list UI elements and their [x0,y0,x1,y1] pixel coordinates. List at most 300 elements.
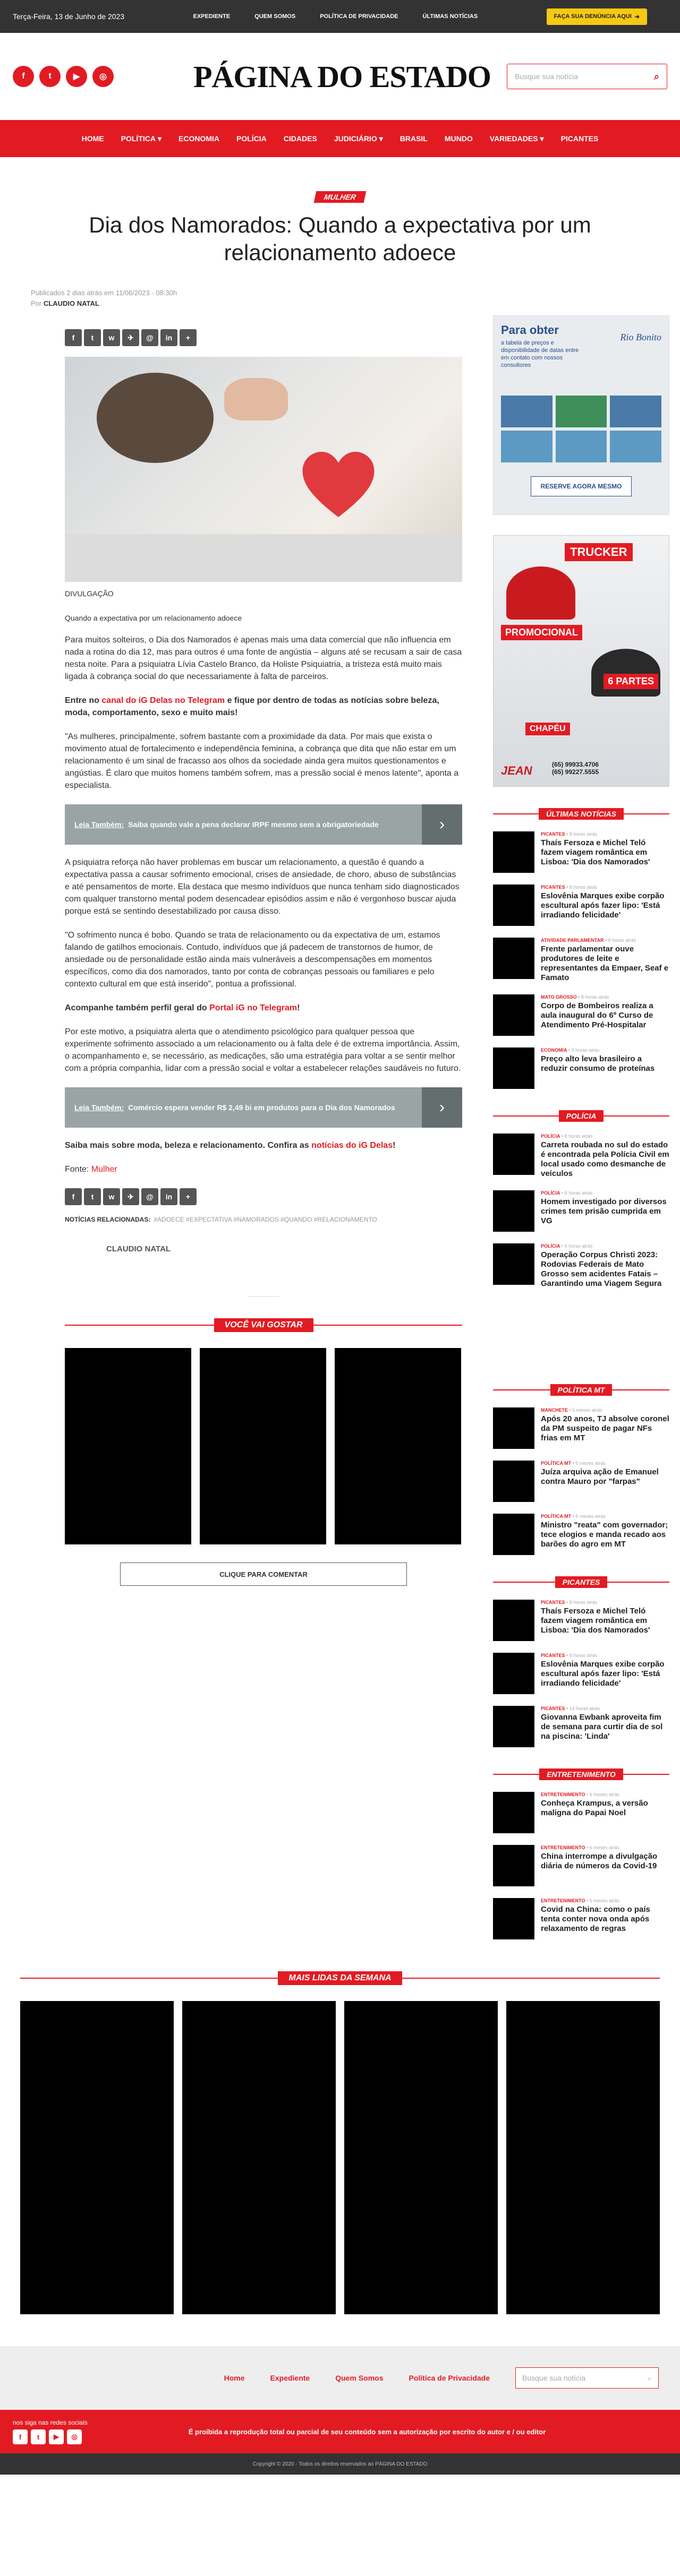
sidebar-news-item[interactable] [493,831,669,873]
sidebar-news-item[interactable] [493,1461,669,1502]
ad1-brand: Rio Bonito [620,332,661,342]
nav-picantes[interactable] [561,134,599,143]
news-category-label: PICANTES [541,885,565,890]
news-category-label: PICANTES [541,1706,565,1711]
news-thumbnail [493,1461,534,1502]
read-also-title: Comércio espera vender R$ 2,49 bi em produtos para o Dia dos Namorados [128,1103,395,1112]
paragraph-1: Para muitos solteiros, o Dia dos Namorados é apenas mais uma data comercial que não influencia em nada a rotina do dia 12, mas para outros é uma fonte de angústia – alguns até se recusam a sair de casa nesta noite. Para a psiquiatra Lívia Castelo Branco, da Holiste Psiquiatria, a tristeza está muito mais ligada à cobrança social do que necessariamente à falta de parceiros. [65,636,462,681]
paragraph-3: A psiquiatra reforça não haver problemas em buscar um relacionamento, a questão é quando a expectativa passa a causar sofrimento emocional, crises de ansiedade, de choro, abuso de substâncias e até pensamentos de morte. Ela destaca que mesmo indivíduos que nunca tenham sido diagnosticados com qualquer transtorno mental podem desencadear episódios assim e não é vergonhoso buscar ajuda porque está se sentindo desestabilizado por causa disso. [65,858,460,916]
related-card[interactable] [200,1348,326,1544]
share-whatsapp-icon[interactable]: w [103,329,120,346]
news-info [541,1243,669,1289]
news-thumbnail [493,1653,534,1694]
related-header [65,1318,462,1332]
top-link-privacidade[interactable]: POLÍTICA DE PRIVACIDADE [320,13,398,20]
by-label: Por [31,299,42,307]
news-category [541,1134,669,1139]
more-link[interactable]: notícias do iG Delas [311,1141,393,1150]
news-category [541,1514,669,1519]
read-also-text [65,1102,405,1113]
source-label: Fonte: [65,1165,89,1174]
news-headline: Operação Corpus Christi 2023: Rodovias Federais de Mato Grosso sem acidentes Fatais – Garantindo uma Viagem Segura [541,1250,662,1288]
sidebar-news-item[interactable] [493,1514,669,1555]
more-post: ! [393,1141,396,1150]
byline [31,298,680,309]
cap-black-shape [591,649,660,697]
divider [402,1978,660,1979]
news-category [541,1706,669,1711]
photo-caption: Quando a expectativa por um relacionamento adoece [65,614,242,622]
site-logo[interactable]: PÁGINA DO ESTADO [193,59,491,94]
sidebar-section-label: PICANTES [555,1576,608,1588]
share-telegram-icon[interactable]: ✈ [122,1188,139,1205]
news-category [541,831,669,837]
most-read-card[interactable] [182,2001,336,2314]
youtube-icon[interactable]: ▶ [66,66,87,87]
news-category-label: ATIVIDADE PARLAMENTAR [541,938,604,943]
divider [65,1325,214,1326]
sidebar-section-label: ENTRETENIMENTO [539,1768,623,1780]
nav-label: CIDADES [283,134,317,143]
footer-notice: É proibida a reprodução total ou parcial de seu conteúdo sem a autorização por escrito do autor e / ou editor [188,2427,546,2436]
paragraph-4: "O sofrimento nunca é bobo. Quando se trata de relacionamento ou da expectativa de um, estamos falando de gatilhos emocionais. Contudo, indivíduos que já padecem de transtornos de humor, de ansiedade ou de personalidade estão ainda mais vulneráveis a descompensações em momentos específicos, como dia dos namorados, tanto por conta de cobranças pessoais ou familiares e pelo contexto cultural em que está inserido", pontua a profissional. [65,931,440,989]
share-whatsapp-icon[interactable]: w [103,1188,120,1205]
news-headline: Preço alto leva brasileiro a reduzir consumo de proteínas [541,1054,655,1073]
footer-search-input[interactable]: Busque sua notícia [522,2374,586,2382]
most-read-grid [20,2001,660,2314]
arrow-circle-icon: ➜ [634,13,640,20]
news-time: • 6 meses atrás [586,1792,620,1797]
ad1-photos [501,396,661,427]
divider [493,813,539,814]
top-link-ultimas[interactable]: ÚLTIMAS NOTÍCIAS [422,13,478,20]
sidebar-news-item[interactable] [493,885,669,926]
news-time: • 8 horas atrás [566,1600,598,1605]
share-twitter-icon[interactable]: t [84,329,101,346]
most-read-section [20,1971,660,2314]
youtube-icon[interactable]: ▶ [49,2429,64,2444]
read-also-box-2[interactable] [65,1087,462,1128]
top-link-expediente[interactable]: EXPEDIENTE [193,13,231,20]
news-headline: Carreta roubada no sul do estado é encontrada pela Polícia Civil em local usado como desmanche de veículos [541,1140,669,1178]
sidebar-news-item[interactable] [493,1706,669,1747]
news-info [541,1600,669,1641]
nav-label: JUDICIÁRIO [334,134,377,143]
facebook-icon[interactable]: f [13,2429,28,2444]
article-wrapper [0,157,680,1939]
nav-label: HOME [81,134,104,143]
share-linkedin-icon[interactable]: in [160,329,177,346]
search-icon[interactable]: ⌕ [648,2373,652,2382]
news-time: • 6 meses atrás [586,1898,620,1903]
news-category [541,938,669,943]
share-messenger-icon[interactable]: @ [141,1188,158,1205]
ad2-phone-1: (65) 99933.4706 [552,761,599,768]
news-time: • 6 meses atrás [586,1845,620,1850]
news-info [541,1653,669,1694]
news-headline: Thaís Fersoza e Michel Teló fazem viagem romântica em Lisboa: 'Dia dos Namorados' [541,838,650,866]
news-info [541,938,669,983]
related-tags [65,1216,462,1223]
ad1-subtitle: a tabela de preços e disponibilidade de datas entre em contato com nossos consultores [501,340,579,368]
read-also-text [65,819,388,830]
caret-down-icon: ▾ [540,134,544,143]
sidebar-section-header [493,1110,669,1122]
sidebar-news-item[interactable] [493,1653,669,1694]
news-category-label: PICANTES [541,831,565,837]
news-info [541,1190,669,1232]
sidebar-section-label: POLÍCIA [559,1110,604,1122]
table-shape [65,534,462,582]
main-nav [0,120,680,157]
divider [612,1389,669,1390]
ad2-trucker: TRUCKER [565,543,633,561]
read-also-label: Leia Também: [74,820,124,829]
divider [493,1774,539,1775]
nav-label: MUNDO [444,134,473,143]
hero-image [65,357,462,582]
most-read-card[interactable] [506,2001,660,2314]
news-category [541,1898,669,1903]
news-category-label: ENTRETENIMENTO [541,1898,585,1903]
person-head-shape [97,373,214,463]
hand-shape [224,378,288,420]
ad-placeholder [248,1296,279,1297]
ad1-title: Para obter [501,323,559,337]
news-time: • 8 horas atrás [578,994,609,1000]
news-category [541,1407,669,1413]
ad-banner-resort[interactable] [493,315,669,515]
facebook-icon[interactable]: f [13,66,34,87]
nav-label: BRASIL [400,134,428,143]
divider [623,1774,669,1775]
news-thumbnail [493,831,534,873]
share-twitter-icon[interactable]: t [84,1188,101,1205]
divider [493,1115,559,1117]
share-more-icon[interactable]: + [180,329,197,346]
news-thumbnail [493,885,534,926]
news-time: • 9 horas atrás [562,1243,593,1249]
footer-link-home[interactable]: Home [224,2374,245,2382]
sidebar-news-item[interactable] [493,994,669,1036]
share-telegram-icon[interactable]: ✈ [122,329,139,346]
read-also-label: Leia Também: [74,1103,124,1112]
news-thumbnail [493,994,534,1036]
ad1-photos-2 [501,431,661,462]
share-facebook-icon[interactable]: f [65,1188,82,1205]
news-time: • 14 horas atrás [566,1706,600,1711]
ad2-phones [552,761,599,776]
author-box[interactable]: CLAUDIO NATAL [106,1244,171,1253]
nav-economia[interactable] [178,134,219,143]
tags-list[interactable]: #ADOECE #EXPECTATIVA #NAMORADOS #QUANDO #RELACIONAMENTO [154,1216,377,1223]
news-category [541,885,669,890]
news-thumbnail [493,1898,534,1939]
divider [607,1582,669,1583]
sidebar-news-item[interactable] [493,1845,669,1886]
more-pre: Saiba mais sobre moda, beleza e relacionamento. Confira as [65,1141,309,1150]
news-category [541,1653,669,1658]
sidebar-news-item[interactable] [493,1243,669,1289]
sidebar-section-header [493,1768,669,1780]
news-headline: Eslovênia Marques exibe corpão escultural após fazer lipo: 'Está irradiando felicidade' [541,1660,665,1688]
news-info [541,885,669,926]
news-category [541,994,669,1000]
footer-social-label: nos siga nas redes sociais [13,2419,88,2426]
news-category-label: POLÍCIA [541,1190,560,1196]
news-time: • 5 meses atrás [572,1461,606,1466]
ad2-phone-2: (65) 99227.5555 [552,768,599,776]
news-thumbnail [493,1706,534,1747]
news-thumbnail [493,1134,534,1175]
divider [604,1115,669,1117]
news-info [541,1514,669,1555]
published-date: Publicados 2 dias atrás em 11/06/2023 - 08:30h [31,289,177,297]
report-label: FAÇA SUA DENÚNCIA AQUI [554,13,632,20]
author-name[interactable]: CLAUDIO NATAL [43,299,99,307]
news-headline: Thaís Fersoza e Michel Teló fazem viagem romântica em Lisboa: 'Dia dos Namorados' [541,1607,650,1635]
news-info [541,1134,669,1179]
nav-brasil[interactable] [400,134,428,143]
share-messenger-icon[interactable]: @ [141,329,158,346]
article-category[interactable]: MULHER [314,191,367,203]
news-headline: Frente parlamentar ouve produtores de leite e representantes da Empaer, Seaf e Famato [541,944,669,982]
divider [624,813,669,814]
related-card[interactable] [335,1348,461,1544]
tags-label: NOTÍCIAS RELACIONADAS: [65,1216,151,1223]
article-meta [31,288,680,309]
ad2-six-parts: 6 PARTES [604,674,658,689]
twitter-icon[interactable]: t [31,2429,46,2444]
news-headline: Corpo de Bombeiros realiza a aula inaugural do 6º Curso de Atendimento Pré-Hospitalar [541,1001,653,1029]
news-thumbnail [493,1792,534,1833]
news-category-label: ECONOMIA [541,1047,567,1053]
sidebar-sections [493,808,669,1939]
top-links [193,13,478,20]
more-paragraph [65,1139,462,1152]
footer-search[interactable] [515,2367,659,2389]
sidebar [493,315,669,1939]
share-bar-top [65,329,462,346]
news-headline: Giovanna Ewbank aproveita fim de semana para curtir dia de sol na piscina: 'Linda' [541,1713,663,1741]
sidebar-news-item[interactable] [493,1898,669,1939]
news-headline: China interrompe a divulgação diária de números da Covid-19 [541,1852,658,1870]
news-info [541,1898,669,1939]
nav-judiciario[interactable] [334,134,383,143]
footer-social-icons [13,2429,88,2444]
footer-link-expediente[interactable]: Expediente [270,2374,310,2382]
news-time: • 5 meses atrás [569,1407,602,1413]
heart-icon [299,447,378,527]
current-date: Terça-Feira, 13 de Junho de 2023 [13,12,125,21]
news-thumbnail [493,1047,534,1089]
article-main [65,329,462,1939]
news-category-label: MANCHETE [541,1407,568,1413]
news-info [541,1047,669,1089]
nav-label: POLÍCIA [236,134,267,143]
sidebar-section-label: ÚLTIMAS NOTÍCIAS [539,808,624,820]
comment-button[interactable]: CLIQUE PARA COMENTAR [120,1562,407,1586]
most-read-card[interactable] [20,2001,174,2314]
news-category [541,1461,669,1466]
cap-red-shape [506,566,575,620]
related-card[interactable] [65,1348,191,1544]
nav-label: PICANTES [560,134,599,143]
most-read-header [20,1971,660,1985]
news-thumbnail [493,1600,534,1641]
divider [493,1389,550,1390]
news-category-label: PICANTES [541,1600,565,1605]
news-time: • 8 horas atrás [566,885,598,890]
most-read-card[interactable] [344,2001,498,2314]
top-link-quem-somos[interactable]: QUEM SOMOS [254,13,296,20]
news-info [541,1792,669,1833]
ad2-promo: PROMOCIONAL [501,625,582,640]
sidebar-section-header [493,1384,669,1396]
news-thumbnail [493,1407,534,1449]
sidebar-news-item[interactable] [493,938,669,983]
news-headline: Conheça Krampus, a versão maligna do Papai Noel [541,1799,648,1817]
twitter-icon[interactable]: t [39,66,61,87]
news-headline: Ministro "reata" com governador; tece elogios e manda recado aos barões do agro em MT [541,1521,668,1549]
search-icon[interactable]: ⌕ [653,71,659,82]
source-line [65,1163,462,1175]
news-category-label: ENTRETENIMENTO [541,1792,585,1797]
news-thumbnail [493,938,534,979]
news-category-label: POLÍTICA MT [541,1461,572,1466]
news-category-label: ENTRETENIMENTO [541,1845,585,1850]
sidebar-news-item[interactable] [493,1134,669,1179]
nav-label: VARIEDADES [489,134,538,143]
nav-politica[interactable] [121,134,162,143]
related-label: VOCÊ VAI GOSTAR [214,1318,313,1332]
news-category-label: POLÍCIA [541,1134,560,1139]
news-time: • 8 horas atrás [566,1653,598,1658]
top-bar [0,0,680,33]
instagram-pre: Acompanhe também perfil geral do [65,1003,207,1012]
news-info [541,1845,669,1886]
news-time: • 9 horas atrás [568,1047,600,1053]
instagram-link[interactable]: Portal iG no Telegram [209,1003,298,1012]
report-button[interactable] [547,8,647,25]
chevron-right-icon: › [422,804,462,845]
site-header [0,33,680,120]
telegram-post: e fique por dentro de todas as notícias sobre beleza, moda, comportamento, sexo e muito mais! [65,696,439,717]
caret-down-icon: ▾ [157,134,162,143]
news-category [541,1845,669,1850]
sidebar-section-header [493,808,669,820]
nav-policia[interactable] [236,134,267,143]
read-also-box-1[interactable] [65,804,462,845]
news-time: • 8 horas atrás [605,938,636,943]
article-title: Dia dos Namorados: Quando a expectativa por um relacionamento adoece [89,212,591,265]
nav-label: POLÍTICA [121,134,156,143]
news-headline: Após 20 anos, TJ absolve coronel da PM suspeito de pagar NFs frias em MT [541,1414,669,1442]
header-search-input[interactable]: Busque sua notícia [515,72,579,81]
telegram-link[interactable]: canal do iG Delas no Telegram [101,696,225,705]
news-time: • 5 meses atrás [572,1514,606,1519]
divider [20,1978,278,1979]
news-headline: Covid na China: como o país tenta conter nova onda após relaxamento de regras [541,1905,650,1933]
footer-social [13,2419,88,2444]
footer-bar [0,2410,680,2453]
share-more-icon[interactable]: + [180,1188,197,1205]
source-link[interactable]: Mulher [91,1165,117,1174]
nav-label: ECONOMIA [178,134,220,143]
news-info [541,994,669,1036]
ad2-hat: CHAPÉU [525,723,570,735]
sidebar-spacer [493,1289,669,1363]
telegram-pre: Entre no [65,696,99,705]
sidebar-section-header [493,1576,669,1588]
footer-link-privacidade[interactable]: Política de Privacidade [409,2374,490,2382]
footer-link-quem-somos[interactable]: Quem Somos [335,2374,384,2382]
news-category [541,1243,669,1249]
share-facebook-icon[interactable]: f [65,329,82,346]
news-info [541,1706,669,1747]
nav-home[interactable] [82,134,104,143]
divider [493,1582,555,1583]
instagram-icon[interactable]: ◎ [92,66,114,87]
nav-variedades[interactable] [490,134,544,143]
news-category [541,1792,669,1797]
news-thumbnail [493,1243,534,1285]
paragraph-2: "As mulheres, principalmente, sofrem bastante com a proximidade da data. Por mais que exista o movimento atual de fortalecimento e independência feminina, a cobrança que dita que não estar em um relacionamento é um sinal de fracasso aos olhos da sociedade ainda gera muitos questionamentos e angústias. É claro que muitos homens também sofrem, mas a pressão social é menos latente", aponta a especialista. [65,732,459,790]
share-linkedin-icon[interactable]: in [160,1188,177,1205]
news-info [541,1407,669,1449]
news-thumbnail [493,1845,534,1886]
sidebar-news-item[interactable] [493,1792,669,1833]
sidebar-news-item[interactable] [493,1407,669,1449]
nav-cidades[interactable] [284,134,317,143]
news-time: • 8 horas atrás [566,831,598,837]
news-time: • 8 horas atrás [562,1190,593,1196]
ad1-reserve-button[interactable]: RESERVE AGORA MESMO [531,476,632,496]
ad-banner-caps[interactable] [493,535,669,787]
news-headline: Eslovênia Marques exibe corpão escultural após fazer lipo: 'Está irradiando felicidade' [541,891,665,920]
sidebar-news-item[interactable] [493,1600,669,1641]
instagram-paragraph [65,1002,462,1014]
share-bar-bottom [65,1188,462,1205]
header-search[interactable] [507,64,667,89]
news-thumbnail [493,1190,534,1232]
news-category-label: POLÍCIA [541,1243,560,1249]
divider [313,1325,463,1326]
news-headline: Homem investigado por diversos crimes tem prisão cumprida em VG [541,1197,667,1225]
news-category [541,1190,669,1196]
nav-mundo[interactable] [445,134,473,143]
news-category-label: PICANTES [541,1653,565,1658]
social-icons [13,66,114,87]
sidebar-news-item[interactable] [493,1190,669,1232]
news-category-label: POLÍTICA MT [541,1514,572,1519]
news-category [541,1047,669,1053]
instagram-post: ! [297,1003,300,1012]
news-headline: Juíza arquiva ação de Emanuel contra Mauro por "farpas" [541,1467,659,1486]
footer-nav [0,2346,680,2410]
copyright: Copyright © 2020 - Todos os direitos reservados ao PÁGINA DO ESTADO [0,2453,680,2475]
chevron-right-icon: › [422,1087,462,1128]
sidebar-news-item[interactable] [493,1047,669,1089]
news-time: • 8 horas atrás [562,1134,593,1139]
instagram-icon[interactable]: ◎ [67,2429,82,2444]
sidebar-section-label: POLÍTICA MT [550,1384,613,1396]
photo-credit: DIVULGAÇÃO [65,589,114,598]
news-category [541,1600,669,1605]
read-also-title: Saiba quando vale a pena declarar IRPF mesmo sem a obrigatoriedade [128,820,379,829]
news-info [541,831,669,873]
related-grid [65,1348,462,1544]
